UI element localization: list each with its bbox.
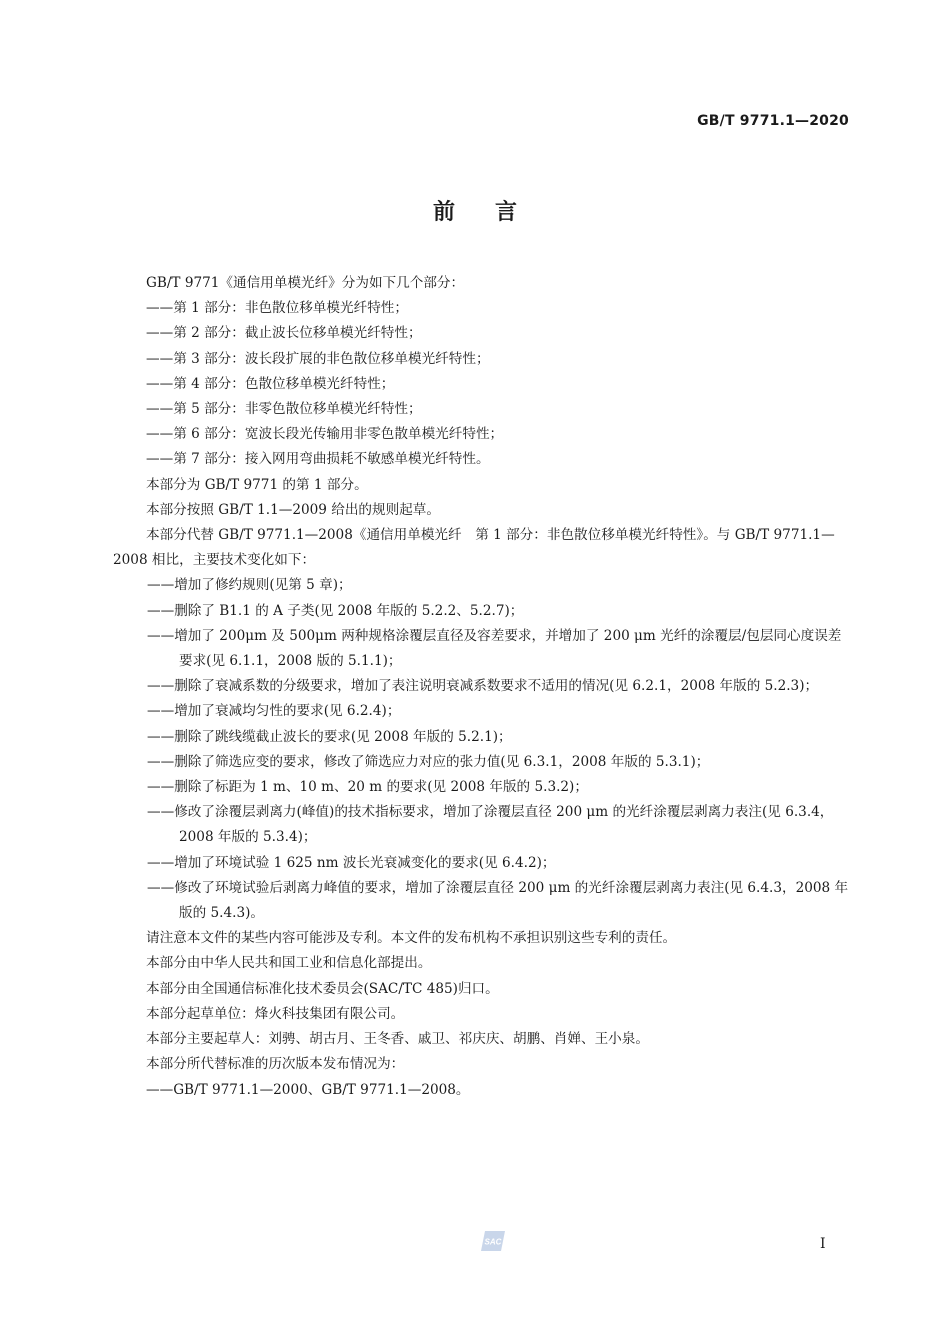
proposed-paragraph: 本部分由中华人民共和国工业和信息化部提出。 [146, 955, 432, 972]
list-item: ——删除了衰减系数的分级要求，增加了表注说明衰减系数要求不适用的情况(见 6.2.1，2008 年版的 5.2.3)； [147, 678, 819, 695]
standard-code: GB/T 9771.1—2020 [697, 113, 849, 129]
list-item: ——删除了筛选应变的要求，修改了筛选应力对应的张力值(见 6.3.1，2008 年版的 5.3.1)； [147, 753, 710, 770]
list-item: ——增加了修约规则(见第 5 章)； [147, 577, 352, 594]
document-body [113, 271, 853, 1103]
part-of-paragraph: 本部分为 GB/T 9771 的第 1 部分。 [146, 476, 368, 493]
list-item: ——删除了标距为 1 m、10 m、20 m 的要求(见 2008 年版的 5.3.2)； [147, 779, 588, 796]
drafters-paragraph: 本部分主要起草人：刘骋、胡古月、王冬香、戚卫、祁庆庆、胡鹏、肖婵、王小泉。 [146, 1031, 649, 1048]
sac-logo-icon [479, 1229, 507, 1253]
rules-paragraph: 本部分按照 GB/T 1.1—2009 给出的规则起草。 [146, 501, 440, 518]
list-item: ——第 1 部分：非色散位移单模光纤特性； [146, 300, 408, 317]
svg-text:SAC: SAC [484, 1237, 502, 1247]
list-item: ——第 6 部分：宽波长段光传输用非零色散单模光纤特性； [146, 426, 504, 443]
list-item: ——GB/T 9771.1—2000、GB/T 9771.1—2008。 [146, 1081, 470, 1098]
replaces-paragraph: 本部分代替 GB/T 9771.1—2008《通信用单模光纤 第 1 部分：非色散位移单模光纤特性》。与 GB/T 9771.1—2008 相比，主要技术变化如下： [113, 527, 835, 569]
list-item: ——删除了 B1.1 的 A 子类(见 2008 年版的 5.2.2、5.2.7)； [147, 602, 524, 619]
centralized-paragraph: 本部分由全国通信标准化技术委员会(SAC/TC 485)归口。 [146, 980, 499, 997]
history-paragraph: 本部分所代替标准的历次版本发布情况为： [146, 1056, 405, 1073]
list-item: ——第 7 部分：接入网用弯曲损耗不敏感单模光纤特性。 [146, 451, 490, 468]
intro-paragraph: GB/T 9771《通信用单模光纤》分为如下几个部分： [146, 275, 465, 291]
page-number: I [820, 1236, 826, 1252]
list-item: ——增加了 200μm 及 500μm 两种规格涂覆层直径及容差要求，并增加了 200 μm 光纤的涂覆层/包层同心度误差要求(见 6.1.1，2008 版的 5.1.1)； [147, 627, 842, 670]
list-item: ——第 4 部分：色散位移单模光纤特性； [146, 375, 395, 392]
list-item: ——第 2 部分：截止波长位移单模光纤特性； [146, 325, 422, 342]
list-item: ——删除了跳线缆截止波长的要求(见 2008 年版的 5.2.1)； [147, 728, 512, 745]
drafting-unit-paragraph: 本部分起草单位：烽火科技集团有限公司。 [146, 1005, 405, 1022]
list-item: ——增加了衰减均匀性的要求(见 6.2.4)； [147, 703, 401, 720]
list-item: ——第 3 部分：波长段扩展的非色散位移单模光纤特性； [146, 350, 490, 367]
page-title: 前言 [432, 200, 557, 225]
list-item: ——第 5 部分：非零色散位移单模光纤特性； [146, 401, 422, 418]
patent-paragraph: 请注意本文件的某些内容可能涉及专利。本文件的发布机构不承担识别这些专利的责任。 [146, 930, 677, 947]
list-item: ——增加了环境试验 1 625 nm 波长光衰减变化的要求(见 6.4.2)； [147, 854, 556, 871]
list-item: ——修改了环境试验后剥离力峰值的要求，增加了涂覆层直径 200 μm 的光纤涂覆层剥离力表注(见 6.4.3，2008 年版的 5.4.3)。 [147, 879, 849, 922]
list-item: ——修改了涂覆层剥离力(峰值)的技术指标要求，增加了涂覆层直径 200 μm 的光纤涂覆层剥离力表注(见 6.3.4，2008 年版的 5.3.4)； [147, 804, 834, 846]
